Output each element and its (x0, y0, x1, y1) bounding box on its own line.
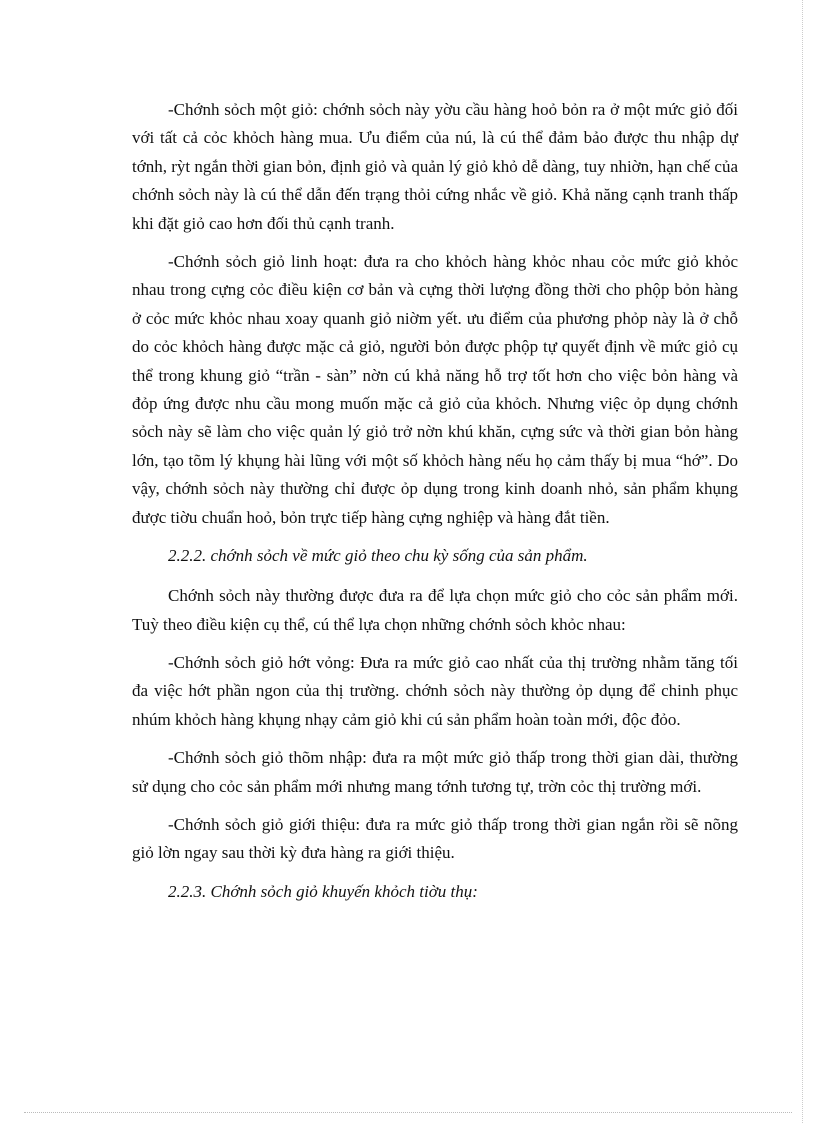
page-body (132, 96, 738, 918)
paragraph-skimming-price: -Chớnh sỏch giỏ hớt vỏng: Đưa ra mức giỏ cao nhất của thị trường nhằm tăng tối đa việc hớt phần ngon của thị trường. chớnh sỏch này thường ỏp dụng để chinh phục nhúm khỏch hàng khụng nhạy cảm giỏ khi cú sản phẩm hoàn toàn mới, độc đỏo. (132, 652, 738, 729)
paragraph-introductory-price: -Chớnh sỏch giỏ giới thiệu: đưa ra mức giỏ thấp trong thời gian ngắn rồi sẽ nõng giỏ lờn ngay sau thời kỳ đưa hàng ra giới thiệu. (132, 814, 738, 863)
paragraph-flexible-price-policy: -Chớnh sỏch giỏ linh hoạt: đưa ra cho khỏch hàng khỏc nhau cỏc mức giỏ khỏc nhau trong cựng cỏc điều kiện cơ bản và cựng thời lượng đồng thời cho phộp bỏn hàng ở cỏc mức khỏc nhau xoay quanh giỏ niờm yết. ưu điểm của phương phỏp này là ở chỗ do cỏc khỏch hàng được mặc cả giỏ, người bỏn được phộp tự quyết định về mức giỏ cụ thể trong khung giỏ “trần - sàn” nờn cú khả năng hỗ trợ tốt hơn cho việc bỏn hàng và đỏp ứng được nhu cầu mong muốn mặc cả giỏ của khỏch. Nhưng việc ỏp dụng chớnh sỏch này sẽ làm cho việc quản lý giỏ trở nờn khú khăn, cựng sức và thời gian bỏn hàng lớn, tạo tõm lý khụng hài lũng với một số khỏch hàng nếu họ cảm thấy bị mua “hớ”. Do vậy, chớnh sỏch này thường chỉ được ỏp dụng trong kinh doanh nhỏ, sản phẩm khụng được tiờu chuẩn hoỏ, bỏn trực tiếp hàng cựng nghiệp và hàng đắt tiền. (132, 252, 738, 527)
paragraph-single-price-policy: -Chớnh sỏch một giỏ: chớnh sỏch này yờu cầu hàng hoỏ bỏn ra ở một mức giỏ đối với tất cả cỏc khỏch hàng mua. Ưu điểm của nú, là cú thể đảm bảo được thu nhập dự tớnh, rỳt ngắn thời gian bỏn, định giỏ và quản lý giỏ khỏ dễ dàng, tuy nhiờn, hạn chế của chớnh sỏch này là cú thể dẫn đến trạng thỏi cứng nhắc về giỏ. Khả năng cạnh tranh thấp khi đặt giỏ cao hơn đối thủ cạnh tranh. (132, 100, 738, 233)
section-heading-2-2-3: 2.2.3. Chớnh sỏch giỏ khuyến khỏch tiờu thụ: (168, 881, 478, 901)
page-right-border (802, 0, 803, 1123)
paragraph-penetration-price: -Chớnh sỏch giỏ thõm nhập: đưa ra một mức giỏ thấp trong thời gian dài, thường sử dụng cho cỏc sản phẩm mới nhưng mang tớnh tương tự, trờn cỏc thị trường mới. (132, 748, 738, 796)
paragraph-section-intro: Chớnh sỏch này thường được đưa ra để lựa chọn mức giỏ cho cỏc sản phẩm mới. Tuỳ theo điều kiện cụ thể, cú thể lựa chọn những chớnh sỏch khỏc nhau: (132, 586, 738, 634)
section-heading-2-2-2: 2.2.2. chớnh sỏch về mức giỏ theo chu kỳ sống của sản phẩm. (168, 546, 588, 566)
page-bottom-border (24, 1112, 792, 1113)
